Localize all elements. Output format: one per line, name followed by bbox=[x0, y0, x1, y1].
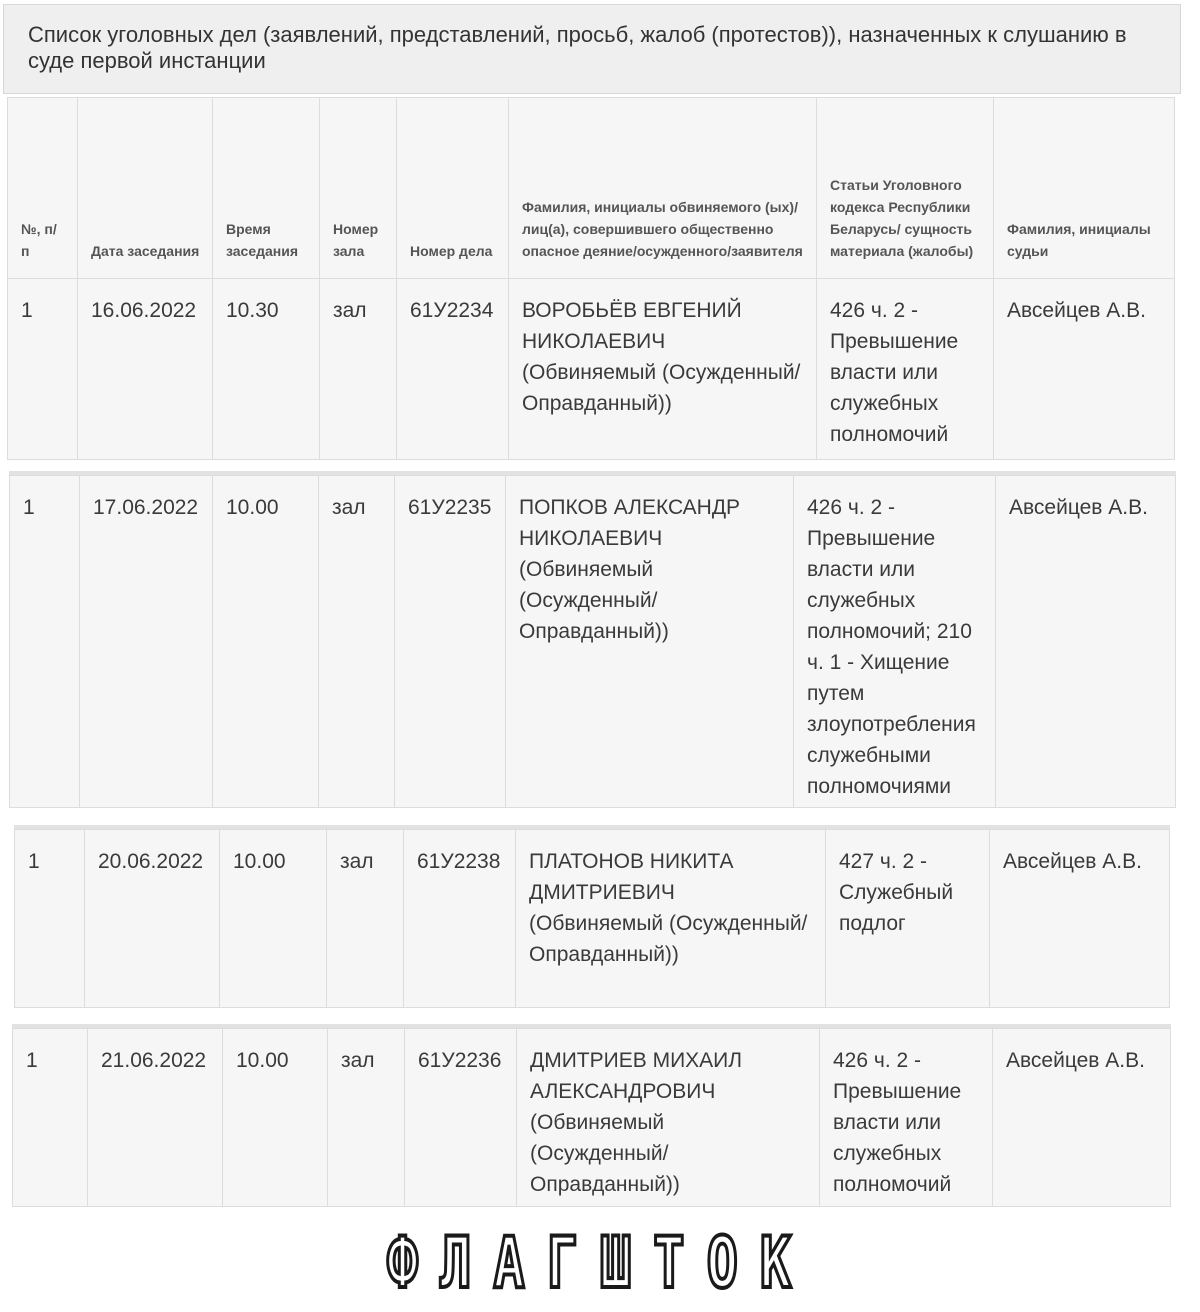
column-header-number: №, п/п bbox=[8, 98, 78, 279]
row-article: 426 ч. 2 - Превышение власти или служебных полномочий; 210 ч. 1 - Хищение путем злоупотребления служебными полномочиями bbox=[794, 476, 996, 808]
row-judge: Авсейцев А.В. bbox=[990, 830, 1170, 1008]
page-title: Список уголовных дел (заявлений, представлений, просьб, жалоб (протестов)), назначенных к слушанию в суде первой инстанции bbox=[3, 4, 1181, 94]
row-time: 10.00 bbox=[220, 830, 327, 1008]
row-judge: Авсейцев А.В. bbox=[993, 1029, 1171, 1207]
row-date: 21.06.2022 bbox=[88, 1029, 223, 1207]
row-article: 426 ч. 2 - Превышение власти или служебных полномочий bbox=[820, 1029, 993, 1207]
column-header-judge: Фамилия, инициалы судьи bbox=[994, 98, 1175, 279]
table-row bbox=[15, 830, 1170, 1008]
row-time: 10.30 bbox=[213, 279, 320, 460]
column-header-case: Номер дела bbox=[397, 98, 509, 279]
row-person bbox=[509, 279, 817, 460]
row-hall: зал bbox=[327, 830, 404, 1008]
case-table-2 bbox=[9, 475, 1176, 808]
row-hall: зал bbox=[319, 476, 395, 808]
person-role: (Обвиняемый (Осужденный/ Оправданный)) bbox=[522, 361, 801, 415]
person-name: ПЛАТОНОВ НИКИТА ДМИТРИЕВИЧ bbox=[529, 850, 734, 904]
row-case: 61У2236 bbox=[405, 1029, 517, 1207]
row-case: 61У2238 bbox=[404, 830, 516, 1008]
column-header-hall: Номер зала bbox=[320, 98, 397, 279]
row-judge: Авсейцев А.В. bbox=[996, 476, 1176, 808]
row-number: 1 bbox=[13, 1029, 88, 1207]
row-number: 1 bbox=[10, 476, 80, 808]
person-name: ДМИТРИЕВ МИХАИЛ АЛЕКСАНДРОВИЧ bbox=[530, 1049, 743, 1103]
row-number: 1 bbox=[15, 830, 85, 1008]
case-table-3 bbox=[14, 829, 1170, 1008]
person-role: (Обвиняемый (Осужденный/ Оправданный)) bbox=[519, 558, 669, 643]
column-header-person: Фамилия, инициалы обвиняемого (ых)/лиц(а), совершившего общественно опасное деяние/осужденного/заявителя bbox=[509, 98, 817, 279]
row-person bbox=[516, 830, 826, 1008]
person-name: ВОРОБЬЁВ ЕВГЕНИЙ НИКОЛАЕВИЧ bbox=[522, 299, 742, 353]
row-hall: зал bbox=[320, 279, 397, 460]
watermark-logo: ФЛАГШТОК bbox=[386, 1223, 814, 1305]
person-role: (Обвиняемый (Осужденный/ Оправданный)) bbox=[530, 1111, 680, 1196]
case-table-4 bbox=[12, 1028, 1171, 1207]
table-row bbox=[13, 1029, 1171, 1207]
row-number: 1 bbox=[8, 279, 78, 460]
row-article: 427 ч. 2 - Служебный подлог bbox=[826, 830, 990, 1008]
row-date: 16.06.2022 bbox=[78, 279, 213, 460]
row-time: 10.00 bbox=[213, 476, 319, 808]
column-header-time: Время заседания bbox=[213, 98, 320, 279]
column-header-article: Статьи Уголовного кодекса Республики Беларусь/ сущность материала (жалобы) bbox=[817, 98, 994, 279]
row-case: 61У2234 bbox=[397, 279, 509, 460]
row-case: 61У2235 bbox=[395, 476, 506, 808]
row-hall: зал bbox=[328, 1029, 405, 1207]
column-header-date: Дата заседания bbox=[78, 98, 213, 279]
person-name: ПОПКОВ АЛЕКСАНДР НИКОЛАЕВИЧ bbox=[519, 496, 741, 550]
row-person bbox=[506, 476, 794, 808]
row-date: 20.06.2022 bbox=[85, 830, 220, 1008]
case-table-1 bbox=[7, 278, 1175, 460]
row-date: 17.06.2022 bbox=[80, 476, 213, 808]
row-person bbox=[517, 1029, 820, 1207]
row-article: 426 ч. 2 - Превышение власти или служебных полномочий bbox=[817, 279, 994, 460]
row-judge: Авсейцев А.В. bbox=[994, 279, 1175, 460]
row-time: 10.00 bbox=[223, 1029, 328, 1207]
person-role: (Обвиняемый (Осужденный/ Оправданный)) bbox=[529, 912, 808, 966]
table-row bbox=[8, 279, 1175, 460]
table-row bbox=[10, 476, 1176, 808]
cases-table-header bbox=[7, 97, 1175, 279]
